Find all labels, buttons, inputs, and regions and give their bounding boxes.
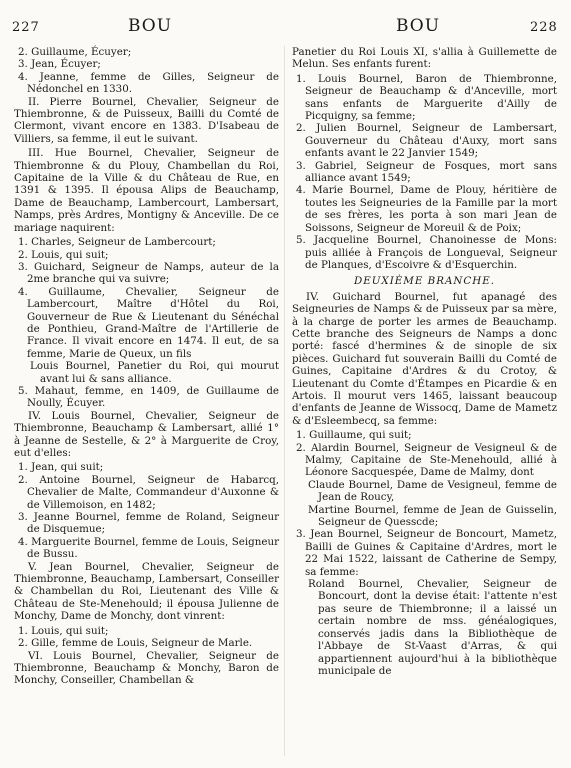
list-item: 2. Guillaume, Écuyer; [18,46,132,58]
list-item: 2. Alardin Bournel, Seigneur de Vesigneul & de Malmy, Capitaine de Ste-Menehould, allié à Léonore Sacquespée, Dame de Malmy, dont [296,441,557,479]
paragraph: III. Hue Bournel, Chevalier, Seigneur de Thiembronne & du Plouy, Chambellan du Roi, Capitaine de la Ville & du Château de Rue, en 1391 & 1395. Il épousa Alips de Beauchamp, Dame de Beauchamp, Lambercourt, Lambersart, Namps, près Ardres, Montigny & Anceville. De ce mariage naquirent: [14,147,279,234]
list-item: 2. Julien Bournel, Seigneur de Lambersart, Gouverneur du Château d'Auxy, mort sans enfants avant le 22 Janvier 1549; [296,122,557,160]
list-item: 5. Jacqueline Bournel, Chanoinesse de Mons: puis alliée à François de Longueval, Seigneur de Planques, d'Escoivre & d'Esquerchin. [296,234,557,271]
list-item: 3. Gabriel, Seigneur de Fosques, mort sans alliance avant 1549; [296,159,557,185]
list-item: 1. Charles, Seigneur de Lambercourt; [18,236,216,249]
left-page-number: 227 [12,20,40,35]
list-item: 1. Louis, qui suit; [18,624,109,637]
list-item: 3. Jean Bournel, Seigneur de Boncourt, Mametz, Bailli de Guines & Capitaine d'Ardres, mort le 22 Mai 1522, laissant de Catherine de Sempy, sa femme: [296,528,557,578]
list-item: 1. Louis Bournel, Baron de Thiembronne, Seigneur de Beauchamp & d'Anceville, mort sans enfants de Marguerite d'Ailly de Picquigny, sa femme; [296,72,557,123]
list-item: 5. Mahaut, femme, en 1409, de Guillaume de Noully, Écuyer. [18,384,279,410]
list-item: 1. Jean, qui suit; [18,461,104,474]
list-item: 2. Antoine Bournel, Seigneur de Habarcq, Chevalier de Malte, Commandeur d'Auxonne & de Villemoison, en 1482; [18,473,279,511]
left-running-title: BOU [128,16,173,36]
paragraph: IV. Louis Bournel, Chevalier, Seigneur de Thiembronne, Beauchamp & Lambersart, allié 1° à Jeanne de Sestelle, & 2° à Marguerite de Croy, eut d'elles: [14,409,279,459]
list-item: 4. Guillaume, Chevalier, Seigneur de Lambercourt, Maître d'Hôtel du Roi, Gouverneur de Rue & Lieutenant du Sénéchal de Ponthieu, Grand-Maître de l'Artillerie de France. Il vivait encore en 1474. Il eut, de sa femme, Marie de Queux, un fils [18,285,279,360]
list-item: 2. Louis, qui suit; [18,248,109,261]
right-text-column [292,46,557,677]
right-page-number: 228 [530,20,558,35]
sub-list-item: Roland Bournel, Chevalier, Seigneur de Boncourt, dont la devise était: l'attente n'est pas seure de Thiembronne; il a laissé un certain nombre de mss. généalogiques, conservés jadis dans la Bibliothèque de l'Abbaye de St-Vaast d'Arras, & qui appartiennent aujourd'hui à la bibliothèque municipale de [308,578,557,677]
sub-list-item: Martine Bournel, femme de Jean de Guisselin, Seigneur de Quesscde; [308,503,557,529]
list-item: 3. Jean, Écuyer; [18,58,101,71]
sub-list-item: Louis Bournel, Panetier du Roi, qui mourut avant lui & sans alliance. [30,360,279,385]
list-item: 3. Guichard, Seigneur de Namps, auteur de la 2me branche qui va suivre; [18,260,279,286]
sub-list-item: Claude Bournel, Dame de Vesigneul, femme de Jean de Roucy, [308,478,557,504]
paragraph: VI. Louis Bournel, Chevalier, Seigneur de Thiembronne, Beauchamp & Monchy, Baron de Monchy, Conseiller, Chambellan & [14,649,279,687]
left-text-column [14,46,279,689]
right-running-title: BOU [396,16,441,36]
list-item: 3. Jeanne Bournel, femme de Roland, Seigneur de Disquemue; [18,511,279,536]
list-item: 4. Jeanne, femme de Gilles, Seigneur de Nédonchel en 1330. [18,70,279,96]
list-item: 4. Marguerite Bournel, femme de Louis, Seigneur de Bussu. [18,535,279,561]
list-item: 1. Guillaume, qui suit; [296,429,412,442]
paragraph: IV. Guichard Bournel, fut apanagé des Seigneuries de Namps & de Puisseux par sa mère, à la charge de porter les armes de Beauchamp. Cette branche des Seigneurs de Namps a donc porté: fascé d'hermines & de sinople de six pièces. Guichard fut souverain Bailli du Comté de Guines, Capitaine d'Ardres & du Crotoy, & Lieutenant du Comte d'Étampes en Picardie & en Artois. Il mourut vers 1465, laissant beaucoup d'enfants de Jeanne de Wissocq, Dame de Mametz & d'Esleembecq, sa femme: [292,290,557,427]
paragraph: Panetier du Roi Louis XI, s'allia à Guillemette de Melun. Ses enfants furent: [292,46,557,71]
paragraph: II. Pierre Bournel, Chevalier, Seigneur de Thiembronne, & de Puisseux, Bailli du Comté de Clermont, vivant encore en 1383. D'Isabeau de Villiers, sa femme, il eut le suivant. [14,95,279,145]
list-item: 2. Gille, femme de Louis, Seigneur de Marle. [18,637,253,650]
paragraph: V. Jean Bournel, Chevalier, Seigneur de Thiembronne, Beauchamp, Lambersart, Conseiller & Chambellan du Roi, Lieutenant des Ville & Château de Ste-Menehould; il épousa Julienne de Monchy, Dame de Monchy, dont vinrent: [14,560,279,623]
section-title: DEUXIÈME BRANCHE. [353,275,496,288]
list-item: 4. Marie Bournel, Dame de Plouy, héritière de toutes les Seigneuries de la Famille par la mort de ses frères, les porta à son mari Jean de Soissons, Seigneur de Moreuil & de Poix; [296,184,557,234]
column-gutter [284,46,285,756]
